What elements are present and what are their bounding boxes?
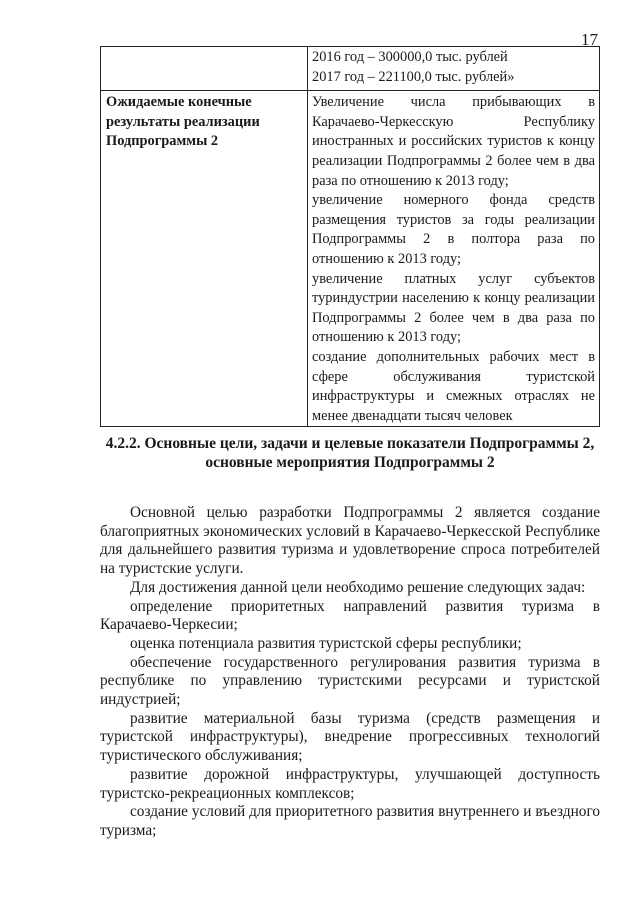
result-item-room-fund: увеличение номерного фонда средств размещения туристов за годы реализации Подпрограммы 2 в полтора раза по отношению к 2013 году; <box>312 192 595 267</box>
result-item-jobs: создание дополнительных рабочих мест в сфере обслуживания туристской инфраструктуры и смежных отраслях не менее двенадцати тысяч человек <box>312 348 595 424</box>
section-heading-line-2: основные мероприятия Подпрограммы 2 <box>205 454 495 471</box>
task-item: определение приоритетных направлений развития туризма в Карачаево-Черкесии; <box>100 597 600 634</box>
task-item: развитие дорожной инфраструктуры, улучшающей доступность туристско-рекреационных комплексов; <box>100 765 600 802</box>
result-item-paid-services: увеличение платных услуг субъектов туриндустрии населению к концу реализации Подпрограммы 2 более чем в два раза по отношению к 2013 году; <box>312 270 595 346</box>
task-item: обеспечение государственного регулирования развития туризма в республике по управлению туристскими ресурсами и туристской индустрией; <box>100 653 600 709</box>
section-body <box>100 504 600 841</box>
page-number: 17 <box>581 30 598 49</box>
subprogram-passport-table <box>100 46 600 427</box>
result-item-tourists: Увеличение числа прибывающих в Карачаево-Черкесскую Республику иностранных и российских туристов к концу реализации Подпрограммы 2 более чем в два раза по отношению к 2013 году; <box>312 94 595 189</box>
finance-line-2017: 2017 год – 221100,0 тыс. рублей» <box>312 68 515 85</box>
task-item: создание условий для приоритетного развития внутреннего и въездного туризма; <box>100 803 600 839</box>
paragraph-main-goal: Основной целью разработки Подпрограммы 2 является создание благоприятных экономических условий в Карачаево-Черкесской Республике для дальнейшего развития туризма и удовлетворение спроса потребителей на туристские услуги. <box>100 504 600 578</box>
finance-line-2016: 2016 год – 300000,0 тыс. рублей <box>312 49 508 65</box>
table-row-finance <box>101 47 600 91</box>
task-item: развитие материальной базы туризма (средств размещения и туристской инфраструктуры), внедрение прогрессивных технологий туристического обслуживания; <box>100 709 600 765</box>
finance-value-cell <box>308 47 600 91</box>
paragraph-tasks-intro: Для достижения данной цели необходимо решение следующих задач: <box>130 578 586 596</box>
task-item: оценка потенциала развития туристской сферы республики; <box>130 634 522 652</box>
section-heading <box>100 434 600 472</box>
table-row-expected-results <box>101 91 600 427</box>
expected-results-cell <box>308 91 600 427</box>
finance-label-cell <box>101 47 308 91</box>
expected-results-label: Ожидаемые конечные результаты реализации Подпрограммы 2 <box>101 91 308 427</box>
section-heading-line-1: 4.2.2. Основные цели, задачи и целевые показатели Подпрограммы 2, <box>105 435 595 452</box>
